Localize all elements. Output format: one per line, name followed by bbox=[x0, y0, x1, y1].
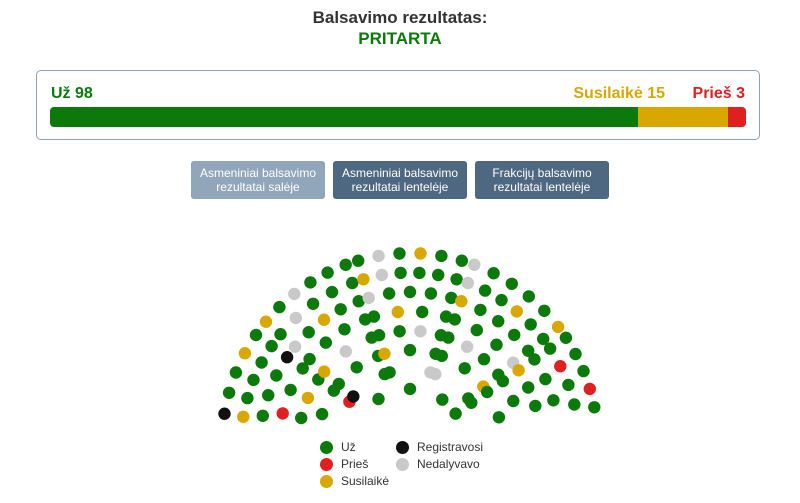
seat-registered[interactable] bbox=[218, 408, 230, 420]
seat-for[interactable] bbox=[588, 401, 600, 413]
seat-against[interactable] bbox=[277, 407, 289, 419]
seat-abstain[interactable] bbox=[357, 273, 369, 285]
seat-for[interactable] bbox=[307, 298, 319, 310]
seat-for[interactable] bbox=[506, 278, 518, 290]
seat-for[interactable] bbox=[241, 392, 253, 404]
seat-for[interactable] bbox=[538, 305, 550, 317]
header bbox=[0, 8, 800, 49]
seat-for[interactable] bbox=[465, 397, 477, 409]
seat-for[interactable] bbox=[346, 277, 358, 289]
seat-for[interactable] bbox=[436, 350, 448, 362]
legend-item-absent bbox=[396, 457, 480, 471]
seat-for[interactable] bbox=[393, 325, 405, 337]
seat-for[interactable] bbox=[351, 361, 363, 373]
results-panel bbox=[36, 70, 760, 140]
seat-for[interactable] bbox=[459, 362, 471, 374]
seat-for[interactable] bbox=[304, 276, 316, 288]
seat-for[interactable] bbox=[569, 348, 581, 360]
legend-absent-label: Nedalyvavo bbox=[417, 457, 480, 471]
seat-abstain[interactable] bbox=[239, 347, 251, 359]
legend-for-dot bbox=[320, 441, 333, 454]
seat-against[interactable] bbox=[554, 360, 566, 372]
seat-for[interactable] bbox=[383, 287, 395, 299]
seat-for[interactable] bbox=[383, 366, 395, 378]
seat-for[interactable] bbox=[523, 290, 535, 302]
seat-registered[interactable] bbox=[281, 351, 293, 363]
seat-for[interactable] bbox=[487, 267, 499, 279]
seat-for[interactable] bbox=[560, 332, 572, 344]
seat-for[interactable] bbox=[316, 408, 328, 420]
abstain-count-label: Susilaikė 15 bbox=[573, 85, 665, 102]
seat-for[interactable] bbox=[404, 383, 416, 395]
seat-for[interactable] bbox=[404, 286, 416, 298]
seat-for[interactable] bbox=[284, 384, 296, 396]
seat-for[interactable] bbox=[436, 393, 448, 405]
vote-outcome: PRITARTA bbox=[358, 29, 442, 48]
seat-for[interactable] bbox=[273, 301, 285, 313]
seat-for[interactable] bbox=[525, 318, 537, 330]
seat-for[interactable] bbox=[497, 375, 509, 387]
seating-chart bbox=[0, 210, 800, 430]
seat-abstain[interactable] bbox=[392, 306, 404, 318]
legend-abstain-label: Susilaikė bbox=[341, 474, 390, 488]
seat-for[interactable] bbox=[321, 266, 333, 278]
results-bar bbox=[50, 107, 746, 127]
seat-absent[interactable] bbox=[372, 250, 384, 262]
seat-abstain[interactable] bbox=[302, 392, 314, 404]
seat-for[interactable] bbox=[456, 255, 468, 267]
seat-abstain[interactable] bbox=[414, 247, 426, 259]
seat-for[interactable] bbox=[435, 250, 447, 262]
legend-against-dot bbox=[320, 458, 333, 471]
legend-for-label: Už bbox=[341, 440, 356, 454]
seat-abstain[interactable] bbox=[237, 411, 249, 423]
seat-for[interactable] bbox=[507, 395, 519, 407]
seat-for[interactable] bbox=[490, 339, 502, 351]
seat-absent[interactable] bbox=[461, 341, 473, 353]
page-title: Balsavimo rezultatas: bbox=[312, 8, 488, 27]
seat-for[interactable] bbox=[270, 369, 282, 381]
seat-registered[interactable] bbox=[347, 390, 359, 402]
seat-for[interactable] bbox=[425, 287, 437, 299]
seat-abstain[interactable] bbox=[511, 305, 523, 317]
seat-for[interactable] bbox=[326, 286, 338, 298]
seat-for[interactable] bbox=[547, 394, 559, 406]
seat-for[interactable] bbox=[508, 329, 520, 341]
seat-for[interactable] bbox=[230, 366, 242, 378]
seat-for[interactable] bbox=[492, 315, 504, 327]
seat-abstain[interactable] bbox=[455, 295, 467, 307]
for-count-label: Už 98 bbox=[51, 85, 93, 102]
seat-absent[interactable] bbox=[462, 277, 474, 289]
seat-against[interactable] bbox=[584, 383, 596, 395]
seat-for[interactable] bbox=[373, 329, 385, 341]
seat-for[interactable] bbox=[247, 374, 259, 386]
seat-abstain[interactable] bbox=[378, 348, 390, 360]
seat-for[interactable] bbox=[303, 326, 315, 338]
seat-absent[interactable] bbox=[340, 345, 352, 357]
faction-results-button[interactable]: Frakcijų balsavimo rezultatai lentelėje bbox=[475, 161, 609, 199]
seat-abstain[interactable] bbox=[318, 314, 330, 326]
seat-for[interactable] bbox=[262, 389, 274, 401]
seat-absent[interactable] bbox=[429, 368, 441, 380]
against-bar-segment bbox=[728, 107, 746, 127]
seat-for[interactable] bbox=[471, 324, 483, 336]
seat-for[interactable] bbox=[474, 304, 486, 316]
seat-for[interactable] bbox=[568, 398, 580, 410]
seat-for[interactable] bbox=[522, 381, 534, 393]
legend-item-against bbox=[320, 457, 368, 471]
seat-absent[interactable] bbox=[376, 269, 388, 281]
seat-for[interactable] bbox=[303, 353, 315, 365]
legend-against-label: Prieš bbox=[341, 457, 369, 471]
seat-absent[interactable] bbox=[468, 259, 480, 271]
seat-for[interactable] bbox=[223, 387, 235, 399]
seat-abstain[interactable] bbox=[552, 321, 564, 333]
seat-for[interactable] bbox=[320, 336, 332, 348]
abstain-bar-segment bbox=[638, 107, 728, 127]
seat-for[interactable] bbox=[479, 284, 491, 296]
seat-for[interactable] bbox=[265, 340, 277, 352]
legend-item-registered bbox=[396, 440, 483, 454]
seat-for[interactable] bbox=[352, 255, 364, 267]
seat-for[interactable] bbox=[368, 310, 380, 322]
view-buttons bbox=[0, 161, 800, 199]
seat-absent[interactable] bbox=[288, 288, 300, 300]
seat-for[interactable] bbox=[562, 379, 574, 391]
seat-for[interactable] bbox=[338, 323, 350, 335]
seat-for[interactable] bbox=[442, 331, 454, 343]
seat-abstain[interactable] bbox=[512, 364, 524, 376]
seat-abstain[interactable] bbox=[318, 365, 330, 377]
seat-for[interactable] bbox=[257, 410, 269, 422]
seat-for[interactable] bbox=[335, 303, 347, 315]
legend-registered-label: Registravosi bbox=[417, 440, 484, 454]
legend-registered-dot bbox=[396, 441, 409, 454]
seat-abstain[interactable] bbox=[260, 316, 272, 328]
seat-for[interactable] bbox=[481, 386, 493, 398]
seat-for[interactable] bbox=[274, 328, 286, 340]
seat-for[interactable] bbox=[413, 267, 425, 279]
seat-for[interactable] bbox=[544, 342, 556, 354]
seat-for[interactable] bbox=[340, 259, 352, 271]
seat-for[interactable] bbox=[295, 412, 307, 424]
seat-for[interactable] bbox=[539, 373, 551, 385]
seat-for[interactable] bbox=[449, 407, 461, 419]
seat-for[interactable] bbox=[416, 306, 428, 318]
seat-for[interactable] bbox=[450, 273, 462, 285]
seat-for[interactable] bbox=[495, 294, 507, 306]
seat-for[interactable] bbox=[528, 353, 540, 365]
seat-for[interactable] bbox=[372, 393, 384, 405]
seat-absent[interactable] bbox=[290, 312, 302, 324]
seat-for[interactable] bbox=[493, 411, 505, 423]
table-results-button[interactable]: Asmeniniai balsavimo rezultatai lentelėje bbox=[333, 161, 467, 199]
seat-for[interactable] bbox=[529, 400, 541, 412]
legend-item-abstain bbox=[320, 474, 389, 488]
seat-for[interactable] bbox=[449, 313, 461, 325]
seat-for[interactable] bbox=[250, 329, 262, 341]
legend-abstain-dot bbox=[320, 475, 333, 488]
against-count-label: Prieš 3 bbox=[692, 85, 745, 102]
seat-for[interactable] bbox=[478, 353, 490, 365]
seat-absent[interactable] bbox=[414, 325, 426, 337]
seat-for[interactable] bbox=[394, 267, 406, 279]
for-bar-segment bbox=[50, 107, 638, 127]
seat-for[interactable] bbox=[255, 356, 267, 368]
legend-item-for bbox=[320, 440, 356, 454]
hall-results-button[interactable]: Asmeniniai balsavimo rezultatai salėje bbox=[191, 161, 325, 199]
seat-for[interactable] bbox=[393, 247, 405, 259]
seat-for[interactable] bbox=[333, 378, 345, 390]
seat-for[interactable] bbox=[432, 269, 444, 281]
seat-absent[interactable] bbox=[289, 341, 301, 353]
seat-absent[interactable] bbox=[363, 292, 375, 304]
seat-for[interactable] bbox=[577, 365, 589, 377]
seat-for[interactable] bbox=[404, 344, 416, 356]
legend-absent-dot bbox=[396, 458, 409, 471]
